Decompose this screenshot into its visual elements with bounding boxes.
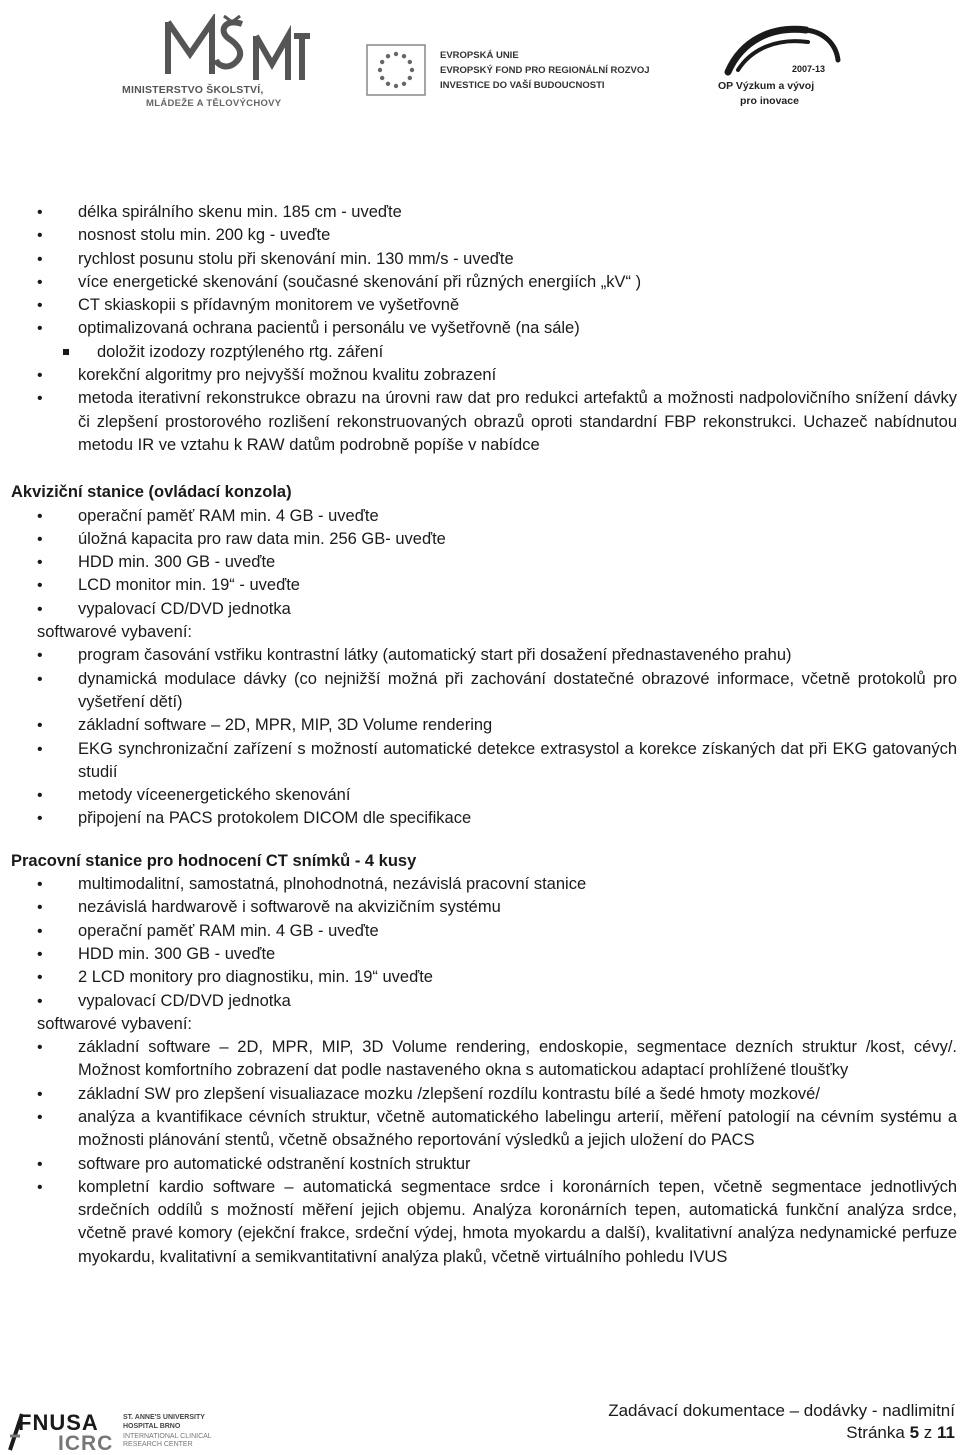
list-item: • dynamická modulace dávky (co nejnižší možná při zachování dostatečné obrazové informace, včetně protokolů pro vyšetření dětí) bbox=[0, 668, 960, 715]
eu-logo-line: EVROPSKÁ UNIE bbox=[440, 50, 519, 61]
list-item: • analýza a kvantifikace cévních struktur, včetně automatického labelingu arterií, měření patologií na cévním systému a možnosti plánování stentů, včetně obsažného reportování výsledků a jejich uložení do PACS bbox=[0, 1106, 960, 1153]
fnusa-logo-subtitle-line: ST. ANNE'S UNIVERSITY bbox=[123, 1414, 205, 1421]
list-item: • CT skiaskopii s přídavným monitorem ve vyšetřovně bbox=[0, 294, 960, 317]
list-item: • úložná kapacita pro raw data min. 256 GB- uveďte bbox=[0, 528, 960, 551]
list-item: • více energetické skenování (současné skenování při různých energiích „kV“ ) bbox=[0, 271, 960, 294]
eu-logo-line: INVESTICE DO VAŠÍ BUDOUCNOSTI bbox=[440, 80, 605, 91]
fnusa-logo-subtitle bbox=[123, 1413, 205, 1431]
fnusa-logo-text: FNUSA bbox=[18, 1410, 99, 1435]
icrc-logo-subtitle-line: INTERNATIONAL CLINICAL bbox=[123, 1433, 212, 1440]
list-item: • EKG synchronizační zařízení s možností automatické detekce extrasystol a korekce získaných dat při EKG gatovaných studií bbox=[0, 738, 960, 785]
msmt-logo-icon bbox=[160, 14, 310, 82]
icrc-logo-text: ICRC bbox=[58, 1432, 114, 1455]
icrc-logo-subtitle bbox=[123, 1433, 212, 1449]
page-separator: z bbox=[923, 1423, 933, 1442]
msmt-logo-line2: MLÁDEŽE A TĚLOVÝCHOVY bbox=[146, 98, 282, 109]
eu-logo bbox=[360, 40, 660, 120]
eu-flag-icon bbox=[366, 44, 426, 96]
fnusa-logo-subtitle-line: HOSPITAL BRNO bbox=[123, 1423, 181, 1430]
list-item: • operační paměť RAM min. 4 GB - uveďte bbox=[0, 505, 960, 528]
list-item: • program časování vstřiku kontrastní látky (automatický start při dosažení přednastaveného prahu) bbox=[0, 644, 960, 667]
op-logo-line2: pro inovace bbox=[740, 95, 799, 107]
software-label: softwarové vybavení: bbox=[37, 1014, 192, 1033]
eu-logo-line: EVROPSKÝ FOND PRO REGIONÁLNÍ ROZVOJ bbox=[440, 65, 650, 76]
list-item: • základní software – 2D, MPR, MIP, 3D Volume rendering bbox=[0, 714, 960, 737]
page-number bbox=[608, 1422, 955, 1444]
document-title: Zadávací dokumentace – dodávky - nadlimitní bbox=[608, 1401, 955, 1420]
software-label: softwarové vybavení: bbox=[37, 623, 192, 642]
list-item: • nosnost stolu min. 200 kg - uveďte bbox=[0, 224, 960, 247]
document-body bbox=[0, 201, 960, 1269]
list-item: • délka spirálního skenu min. 185 cm - uveďte bbox=[0, 201, 960, 224]
list-item: • rychlost posunu stolu při skenování min. 130 mm/s - uveďte bbox=[0, 248, 960, 271]
list-item: • základní SW pro zlepšení visualiazace mozku /zlepšení rozdílu kontrastu bílé a šedé hmoty mozkové/ bbox=[0, 1083, 960, 1106]
list-item: • kompletní kardio software – automatická segmentace srdce i koronárních tepen, včetně segmentace jednotlivých srdečních oddílů s možností měření jejich objemu. Analýza koronárních tepen, automatická funkční analýza srdce, včetně pravé komory (ejekční frakce, srdeční výdej, hmota myokardu a další), kvalitativní analýza nedynamické perfuze myokardu, kvalitativní a semikvantitativní analýza plaků, včetně virtuálního pohledu IVUS bbox=[0, 1176, 960, 1269]
msmt-logo bbox=[122, 10, 332, 115]
list-item: • metody víceenergetického skenování bbox=[0, 784, 960, 807]
list-item: • vypalovací CD/DVD jednotka bbox=[0, 598, 960, 621]
list-item: • optimalizovaná ochrana pacientů i personálu ve vyšetřovně (na sále) bbox=[0, 317, 960, 340]
page-footer bbox=[608, 1400, 955, 1444]
fnusa-icrc-logo bbox=[8, 1408, 228, 1454]
section-heading-workstation: Pracovní stanice pro hodnocení CT snímků - 4 kusy bbox=[11, 851, 417, 870]
list-item: • metoda iterativní rekonstrukce obrazu na úrovni raw dat pro redukci artefaktů a možnosti nadpolovičního snížení dávky či zlepšení prostorového rozlišení rekonstruovaných obrazů oproti standardní FBP rekonstrukci. Uchazeč nabídnutou metodu IR ve vztahu k RAW datům podrobně popíše v nabídce bbox=[0, 387, 960, 457]
list-item: • 2 LCD monitory pro diagnostiku, min. 19“ uveďte bbox=[0, 966, 960, 989]
page-total: 11 bbox=[937, 1423, 955, 1442]
section-heading-acquisition: Akviziční stanice (ovládací konzola) bbox=[11, 483, 292, 502]
eu-logo-text bbox=[440, 48, 660, 93]
op-logo-year: 2007-13 bbox=[792, 64, 826, 74]
page-header bbox=[0, 0, 960, 130]
op-vavpi-logo-icon bbox=[722, 20, 842, 82]
list-item: • HDD min. 300 GB - uveďte bbox=[0, 943, 960, 966]
list-item: • operační paměť RAM min. 4 GB - uveďte bbox=[0, 920, 960, 943]
list-item: • připojení na PACS protokolem DICOM dle specifikace bbox=[0, 807, 960, 830]
list-item: • nezávislá hardwarově i softwarově na akvizičním systému bbox=[0, 896, 960, 919]
list-item: • HDD min. 300 GB - uveďte bbox=[0, 551, 960, 574]
sub-list-item: doložit izodozy rozptýleného rtg. záření bbox=[0, 341, 960, 364]
list-item: • korekční algoritmy pro nejvyšší možnou kvalitu zobrazení bbox=[0, 364, 960, 387]
op-vavpi-logo bbox=[700, 0, 860, 120]
list-item: • multimodalitní, samostatná, plnohodnotná, nezávislá pracovní stanice bbox=[0, 873, 960, 896]
page-label: Stránka bbox=[846, 1423, 905, 1442]
icrc-logo-subtitle-line: RESEARCH CENTER bbox=[123, 1441, 193, 1448]
msmt-logo-line1: MINISTERSTVO ŠKOLSTVÍ, bbox=[122, 84, 264, 96]
list-item: • základní software – 2D, MPR, MIP, 3D Volume rendering, endoskopie, segmentace dezních struktur /kost, cévy/. Možnost komfortního zobrazení dat podle nastaveného okna s automatickou adaptací prohlížené tloušťky bbox=[0, 1036, 960, 1083]
op-logo-line1: OP Výzkum a vývoj bbox=[718, 80, 815, 92]
list-item: • software pro automatické odstranění kostních struktur bbox=[0, 1153, 960, 1176]
page-current: 5 bbox=[909, 1423, 920, 1442]
list-item: • LCD monitor min. 19“ - uveďte bbox=[0, 574, 960, 597]
list-item: • vypalovací CD/DVD jednotka bbox=[0, 990, 960, 1013]
